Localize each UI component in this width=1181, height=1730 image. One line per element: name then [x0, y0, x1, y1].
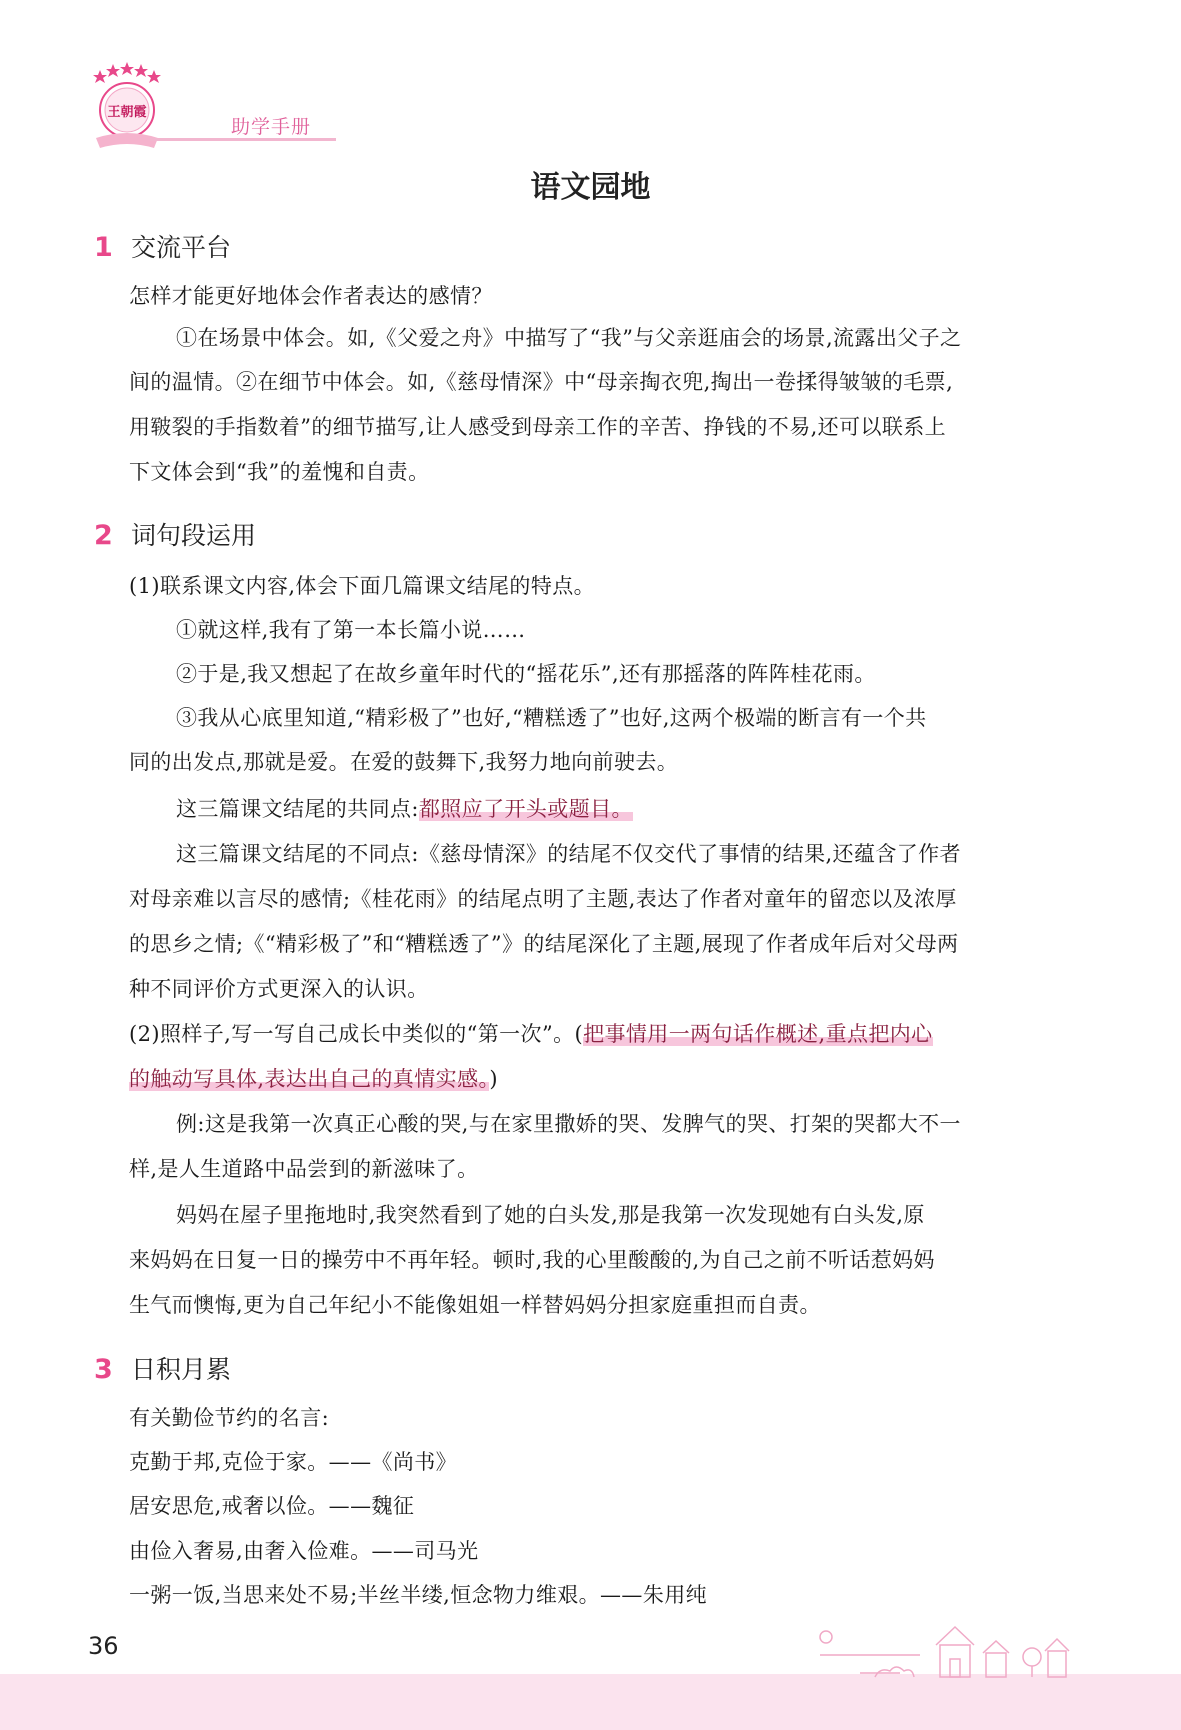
section-title: 词句段运用: [131, 521, 257, 550]
example-line: 例:这是我第一次真正心酸的哭,与在家里撒娇的哭、发脾气的哭、打架的哭都大不一: [176, 1112, 961, 1136]
section-1-heading: [94, 228, 231, 264]
page-title: 语文园地: [530, 170, 651, 205]
answer-prefix: 这三篇课文结尾的共同点:: [176, 797, 419, 821]
answer-line: [176, 793, 633, 823]
answer-line: 生气而懊悔,更为自己年纪小不能像姐姐一样替妈妈分担家庭重担而自责。: [129, 1293, 821, 1317]
example-line: ①就这样,我有了第一本长篇小说……: [176, 618, 526, 642]
paragraph-line: 下文体会到“我”的羞愧和自责。: [129, 460, 430, 484]
logo-text: 王朝霞: [107, 105, 147, 120]
question-text: [129, 1018, 933, 1048]
answer-highlight: 都照应了开头或题目。: [418, 797, 633, 821]
example-line: ②于是,我又想起了在故乡童年时代的“摇花乐”,还有那摇落的阵阵桂花雨。: [176, 662, 876, 686]
answer-line: 的思乡之情;《“精彩极了”和“糟糕透了”》的结尾深化了主题,展现了作者成年后对父母两: [129, 932, 959, 956]
hint-text: 的触动写具体,表达出自己的真情实感。: [129, 1067, 490, 1091]
example-line: 同的出发点,那就是爱。在爱的鼓舞下,我努力地向前驶去。: [129, 750, 679, 774]
answer-line: 来妈妈在日复一日的操劳中不再年轻。顿时,我的心里酸酸的,为自己之前不听话惹妈妈: [129, 1248, 935, 1272]
section-2-heading: [94, 516, 256, 552]
answer-line: 妈妈在屋子里拖地时,我突然看到了她的白头发,那是我第一次发现她有白头发,原: [176, 1203, 925, 1227]
paragraph-line: ①在场景中体会。如,《父爱之舟》中描写了“我”与父亲逛庙会的场景,流露出父子之: [176, 326, 962, 350]
answer-line: 对母亲难以言尽的感情;《桂花雨》的结尾点明了主题,表达了作者对童年的留恋以及浓厚: [129, 887, 957, 911]
quote-intro: 有关勤俭节约的名言:: [129, 1406, 330, 1430]
header-label: 助学手册: [231, 116, 312, 138]
example-line: ③我从心底里知道,“精彩极了”也好,“糟糕透了”也好,这两个极端的断言有一个共: [176, 706, 927, 730]
answer-line: 这三篇课文结尾的不同点:《慈母情深》的结尾不仅交代了事情的结果,还蕴含了作者: [176, 842, 961, 866]
section-title: 日积月累: [131, 1355, 232, 1384]
brand-logo: [88, 60, 166, 156]
paragraph-line: 间的温情。②在细节中体会。如,《慈母情深》中“母亲掏衣兜,掏出一卷揉得皱皱的毛票,: [129, 370, 954, 394]
section-3-heading: [94, 1350, 231, 1386]
town-decoration: [800, 1615, 1100, 1685]
section-number: 2: [94, 520, 113, 551]
example-line: 样,是人生道路中品尝到的新滋味了。: [129, 1157, 479, 1181]
section-number: 3: [94, 1354, 113, 1385]
quote-line: 一粥一饭,当思来处不易;半丝半缕,恒念物力维艰。——朱用纯: [129, 1583, 708, 1607]
quote-line: 克勤于邦,克俭于家。——《尚书》: [129, 1450, 458, 1474]
hint-text: 把事情用一两句话作概述,重点把内心: [583, 1022, 933, 1046]
question-text: (1)联系课文内容,体会下面几篇课文结尾的特点。: [129, 574, 596, 598]
question-text: 怎样才能更好地体会作者表达的感情？: [129, 284, 493, 308]
question-prefix: (2)照样子,写一写自己成长中类似的“第一次”。(: [129, 1022, 584, 1046]
paragraph-line: 用皲裂的手指数着”的细节描写,让人感受到母亲工作的辛苦、挣钱的不易,还可以联系上: [129, 415, 947, 439]
page-number: 36: [88, 1632, 119, 1660]
answer-line: 种不同评价方式更深入的认识。: [129, 977, 429, 1001]
quote-line: 由俭入奢易,由奢入俭难。——司马光: [129, 1539, 479, 1563]
quote-line: 居安思危,戒奢以俭。——魏征: [129, 1494, 415, 1518]
question-suffix: ): [489, 1067, 498, 1091]
question-text: [129, 1063, 498, 1093]
section-title: 交流平台: [131, 233, 232, 262]
section-number: 1: [94, 232, 113, 263]
